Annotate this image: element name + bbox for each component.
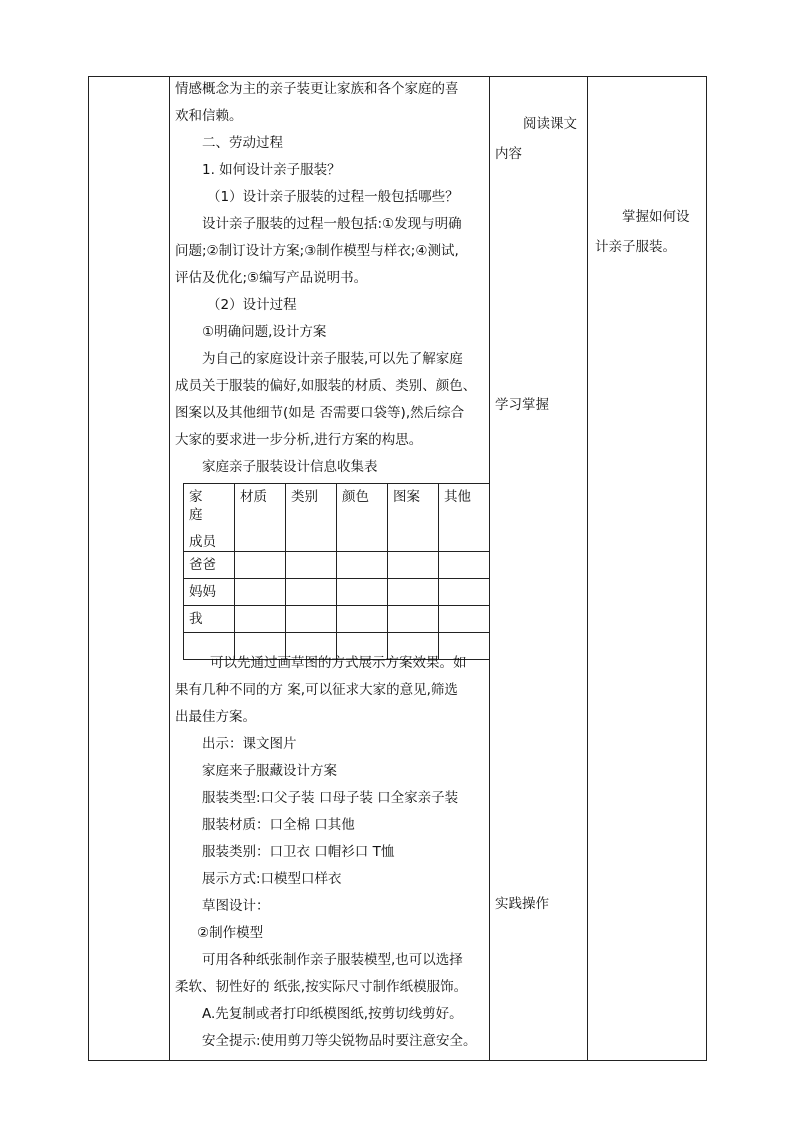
- text-line: 出最佳方案。: [175, 709, 256, 725]
- step-heading: ②制作模型: [197, 925, 264, 941]
- table-cell: [286, 579, 337, 606]
- table-cell: [439, 579, 490, 606]
- plan-field: 服装类别：口卫衣 口帽衫口 T恤: [202, 844, 395, 860]
- activity-label: 实践操作: [495, 896, 549, 912]
- text-line: 情感概念为主的亲子装更让家族和各个家庭的喜: [175, 81, 459, 97]
- text-line: A.先复制或者打印纸模图纸,按剪切线剪好。: [202, 1006, 463, 1022]
- step-heading: ①明确问题,设计方案: [202, 324, 327, 340]
- header-cell: 材质: [235, 484, 286, 552]
- table-cell: [235, 579, 286, 606]
- table-cell: 妈妈: [184, 579, 235, 606]
- table-cell: [388, 606, 439, 633]
- table-row: [184, 552, 490, 579]
- text-line: 为自己的家庭设计亲子服装,可以先了解家庭: [202, 351, 463, 367]
- question: （1）设计亲子服装的过程一般包括哪些？: [207, 189, 459, 205]
- text-line: 问题;②制订设计方案;③制作模型与样衣;④测试,: [175, 243, 459, 259]
- table-row: [184, 579, 490, 606]
- table-cell: [337, 606, 388, 633]
- column-divider: [587, 77, 588, 1060]
- text-line: 柔软、韧性好的 纸张,按实际尺寸制作纸模服饰。: [175, 979, 468, 995]
- text-line: 图案以及其他细节(如是 否需要口袋等),然后综合: [175, 405, 465, 421]
- intent-line: 掌握如何设: [622, 209, 690, 225]
- text-line: 大家的要求进一步分析,进行方案的构思。: [175, 432, 423, 448]
- table-cell: [337, 579, 388, 606]
- header-cell: 图案: [388, 484, 439, 552]
- plan-field: 草图设计：: [202, 898, 270, 914]
- table-cell: [388, 579, 439, 606]
- subheading: 1. 如何设计亲子服装？: [202, 162, 341, 178]
- plan-field: 服装材质：口全棉 口其他: [202, 817, 355, 833]
- header-cell: 家 庭 成员: [184, 484, 235, 552]
- table-cell: [286, 552, 337, 579]
- text-line: 欢和信赖。: [175, 108, 243, 124]
- text-line: 出示：课文图片: [202, 736, 297, 752]
- plan-title: 家庭来子服藏设计方案: [202, 763, 337, 779]
- table-cell: [439, 552, 490, 579]
- section-heading: 二、劳动过程: [202, 135, 283, 151]
- table-cell: [286, 606, 337, 633]
- text-line: 果有几种不同的方 案,可以征求大家的意见,筛选: [175, 682, 458, 698]
- plan-field: 服装类型:口父子装 口母子装 口全家亲子装: [202, 790, 459, 806]
- activity-label: 阅读课文: [523, 116, 577, 132]
- text-line: 成员关于服装的偏好,如服装的材质、类别、颜色、: [175, 378, 477, 394]
- table-cell: [439, 606, 490, 633]
- intent-line: 计亲子服装。: [595, 239, 676, 255]
- plan-field: 展示方式:口模型口样衣: [202, 871, 342, 887]
- header-cell: 颜色: [337, 484, 388, 552]
- subheading: （2）设计过程: [207, 297, 297, 313]
- table-cell: [235, 552, 286, 579]
- table-caption: 家庭亲子服装设计信息收集表: [202, 459, 378, 475]
- lesson-table: [88, 76, 707, 1061]
- table-cell: [388, 552, 439, 579]
- activity-label: 学习掌握: [495, 397, 549, 413]
- table-header-row: [184, 484, 490, 552]
- table-cell: 爸爸: [184, 552, 235, 579]
- text-line: 可用各种纸张制作亲子服装模型,也可以选择: [202, 952, 463, 968]
- text-line: 设计亲子服装的过程一般包括:①发现与明确: [202, 216, 462, 232]
- text-line: 可以先通过画草图的方式展示方案效果。如: [210, 655, 467, 671]
- header-cell: 其他: [439, 484, 490, 552]
- header-cell: 类别: [286, 484, 337, 552]
- safety-tip: 安全提示:使用剪刀等尖锐物品时要注意安全。: [202, 1033, 477, 1049]
- activity-label: 内容: [495, 146, 522, 162]
- table-cell: [337, 552, 388, 579]
- table-row: [184, 606, 490, 633]
- text-line: 评估及优化;⑤编写产品说明书。: [175, 270, 368, 286]
- table-cell: [235, 606, 286, 633]
- table-cell: 我: [184, 606, 235, 633]
- column-divider: [169, 77, 170, 1060]
- info-collection-table: [183, 483, 490, 660]
